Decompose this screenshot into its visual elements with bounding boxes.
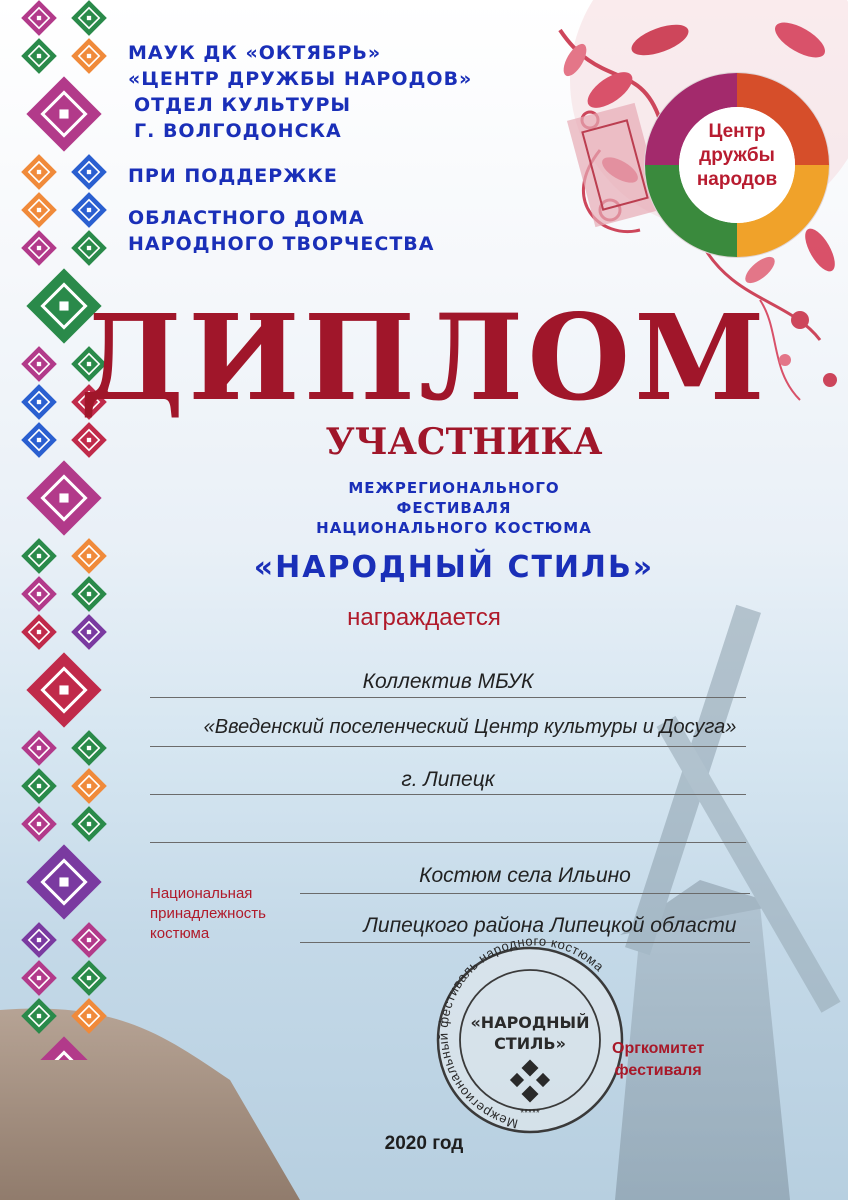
festival-line-2: ФЕСТИВАЛЯ	[396, 499, 512, 517]
support-line-1: ОБЛАСТНОГО ДОМА	[128, 207, 365, 229]
stamp-ring-text: Межрегиональный фестиваль народного костюма	[435, 933, 608, 1132]
nationality-label-3: костюма	[150, 925, 210, 942]
festival-name: «НАРОДНЫЙ СТИЛЬ»	[253, 550, 655, 585]
stamp-center-2: СТИЛЬ»	[494, 1034, 566, 1053]
stamp-stars: *****	[520, 1108, 540, 1119]
org-line-4: Г. ВОЛГОДОНСКА	[134, 120, 342, 142]
recipient-line-2: «Введенский поселенческий Центр культуры и Досуга»	[203, 716, 737, 738]
recipient-line-1: Коллектив МБУК	[362, 670, 534, 693]
festival-line-3: НАЦИОНАЛЬНОГО КОСТЮМА	[316, 519, 592, 537]
logo-line-2: дружбы	[699, 145, 775, 166]
logo-line-1: Центр	[708, 121, 766, 142]
logo-line-3: народов	[696, 169, 778, 190]
nationality-value-2: Липецкого района Липецкой области	[363, 914, 737, 937]
organizer-line-2: фестиваля	[614, 1062, 702, 1079]
support-line-2: НАРОДНОГО ТВОРЧЕСТВА	[128, 233, 435, 255]
year-label: 2020 год	[384, 1133, 464, 1154]
festival-line-1: МЕЖРЕГИОНАЛЬНОГО	[348, 479, 560, 497]
organizer-line-1: Оргкомитет	[612, 1040, 705, 1057]
nationality-value-1: Костюм села Ильино	[419, 864, 631, 887]
nationality-label-1: Национальная	[150, 885, 253, 902]
awarded-text: награждается	[347, 604, 501, 631]
stamp-center-1: «НАРОДНЫЙ	[470, 1013, 590, 1032]
org-line-1: МАУК ДК «ОКТЯБРЬ»	[128, 42, 382, 64]
diploma-subtitle: УЧАСТНИКА	[325, 421, 603, 463]
nationality-label-2: принадлежность	[150, 905, 266, 922]
diploma-title: ДИПЛОМ	[79, 288, 769, 427]
organizer-label	[612, 1038, 704, 1082]
org-line-3: ОТДЕЛ КУЛЬТУРЫ	[134, 94, 352, 116]
recipient-line-3: г. Липецк	[401, 768, 495, 791]
support-label: ПРИ ПОДДЕРЖКЕ	[128, 165, 338, 187]
org-line-2: «ЦЕНТР ДРУЖБЫ НАРОДОВ»	[128, 68, 473, 90]
